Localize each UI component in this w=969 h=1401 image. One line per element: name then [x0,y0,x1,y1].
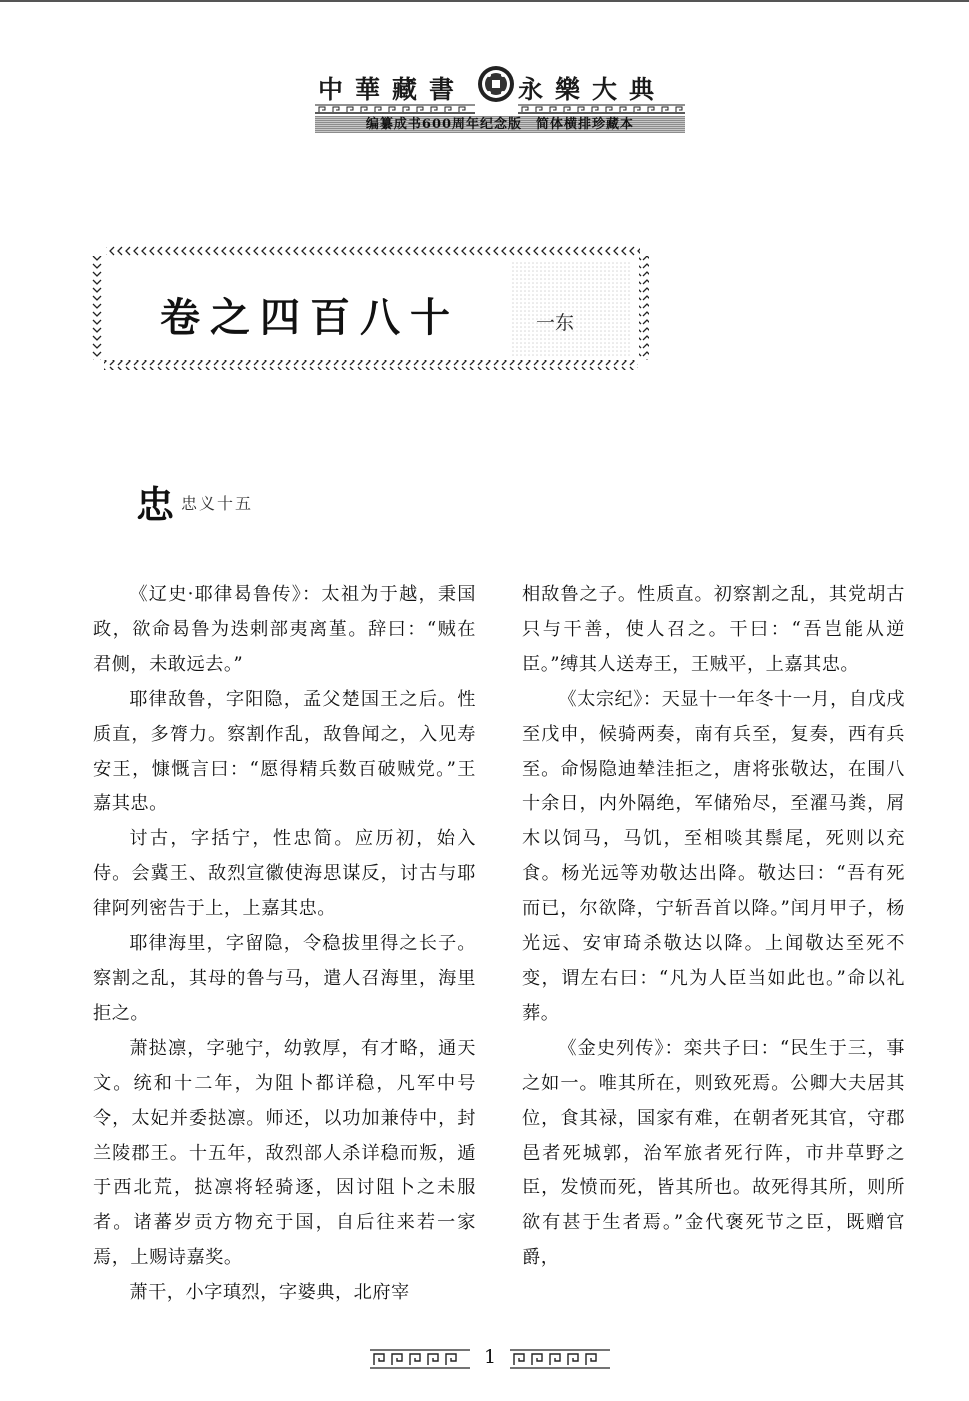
section-heading-char: 忠 [136,482,175,527]
left-text-column [93,578,476,1311]
paragraph: 萧干，小字瑱烈，字婆典，北府宰 [129,1282,410,1304]
right-text-column [522,578,905,1276]
paragraph: 讨古，字括宁，性忠简。应历初，始入侍。会冀王、敌烈宣徽使海思谋反，讨古与耶律阿列密告于上，上嘉其忠。 [93,828,476,920]
section-subheading: 忠义十五 [181,494,254,513]
paragraph: 《金史列传》：栾共子曰：“民生于三，事之如一。唯其所在，则致死焉。公卿大夫居其位，食其禄，国家有难，在朝者死其官，守郡邑者死城郭，治军旅者死行阵，市井草野之臣，发愤而死，皆其所也。故死得其所，则所欲有甚于生者焉。”金代褒死节之臣，既赠官爵， [522,1037,905,1269]
paragraph: 《太宗纪》：天显十一年冬十一月，自戊戌至戊申，候骑两奏，南有兵至，复奏，西有兵至。命惕隐迪辇洼拒之，唐将张敬达，在围八十余日，内外隔绝，军储殆尽，至濯马粪，屑木以饲马，马饥，至相啖其鬃尾，死则以充食。杨光远等劝敬达出降。敬达曰：“吾有死而已，尔欲降，宁斩吾首以降。”闰月甲子，杨光远、安审琦杀敬达以降。上闻敬达至死不变，谓左右曰：“凡为人臣当如此也。”命以礼葬。 [522,688,905,1024]
paragraph: 萧挞凛，字驰宁，幼敦厚，有才略，通天文。统和十二年，为阻卜都详稳，凡军中号令，太妃并委挞凛。师还，以功加兼侍中，封兰陵郡王。十五年，敌烈部人杀详稳而叛，遁于西北荒，挞凛将轻骑逐，因讨阻卜之未服者。诸蕃岁贡方物充于国，自后往来若一家焉，上赐诗嘉奖。 [93,1037,476,1269]
chapter-title: 卷之四百八十 [160,294,460,341]
fret-border-left [315,104,475,114]
paragraph-continued: 相敌鲁之子。性质直。初察割之乱，其党胡古只与干善，使人召之。干曰：“吾岂能从逆臣。”缚其人送寿王，王贼平，上嘉其忠。 [522,584,905,675]
page-number: 1 [484,1346,497,1368]
fret-ornament-right-icon [510,1348,610,1370]
page-footer [370,1344,610,1374]
paragraph: 《辽史·耶律曷鲁传》：太祖为于越，秉国政，欲命曷鲁为迭剌部夷离堇。辞曰：“贼在君侧，未敢远去。” [93,584,476,675]
fret-border-right [518,104,685,114]
seal-emblem-icon [476,64,516,104]
fret-ornament-left-icon [370,1348,470,1370]
paragraph: 耶律敌鲁，字阳隐，孟父楚国王之后。性质直，多膂力。察割作乱，敌鲁闻之，入见寿安王，慷慨言曰：“愿得精兵数百破贼党。”王嘉其忠。 [93,688,476,815]
brand-left-title: 中華藏書 [318,75,467,104]
chapter-rhyme-label: 一东 [536,312,575,334]
book-header [300,62,690,134]
chapter-title-box [92,246,652,370]
top-border-line [0,0,969,2]
brand-right-title: 永樂大典 [518,75,667,104]
paragraph: 耶律海里，字留隐，令稳拔里得之长子。察割之乱，其母的鲁与马，遣人召海里，海里拒之。 [93,933,476,1024]
edition-subtitle: 编纂成书600周年纪念版 简体横排珍藏本 [315,116,685,133]
